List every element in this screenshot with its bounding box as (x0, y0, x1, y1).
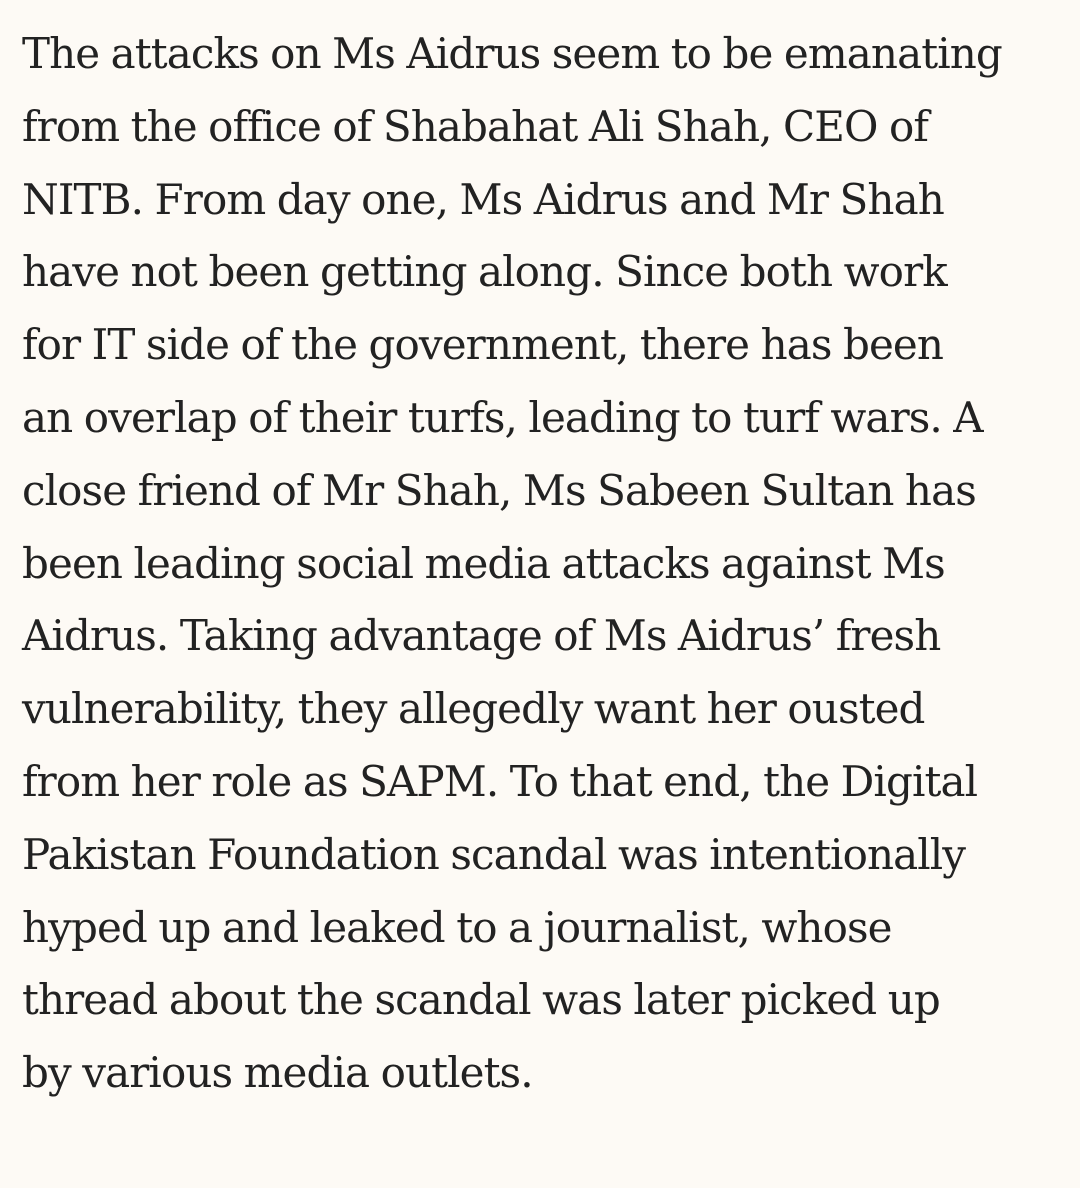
paragraph-line: NITB. From day one, Ms Aidrus and Mr Shah (22, 174, 944, 224)
article-paragraph (22, 18, 1072, 1110)
paragraph-line: Aidrus. Taking advantage of Ms Aidrus’ fresh (22, 611, 941, 661)
paragraph-line: from her role as SAPM. To that end, the Digital (22, 756, 978, 806)
paragraph-line: vulnerability, they allegedly want her ousted (22, 684, 925, 734)
paragraph-line: The attacks on Ms Aidrus seem to be emanating (22, 29, 1002, 78)
paragraph-line: by various media outlets. (22, 1048, 533, 1098)
paragraph-line: hyped up and leaked to a journalist, whose (22, 902, 892, 952)
paragraph-line: Pakistan Foundation scandal was intentionally (22, 829, 966, 879)
paragraph-line: an overlap of their turfs, leading to turf wars. A (22, 392, 983, 442)
paragraph-line: thread about the scandal was later picked up (22, 975, 940, 1025)
paragraph-line: from the office of Shabahat Ali Shah, CEO of (22, 101, 929, 151)
paragraph-line: have not been getting along. Since both work (22, 247, 947, 297)
paragraph-line: been leading social media attacks against Ms (22, 538, 945, 588)
paragraph-line: close friend of Mr Shah, Ms Sabeen Sultan has (22, 465, 976, 515)
paragraph-line: for IT side of the government, there has been (22, 320, 944, 370)
